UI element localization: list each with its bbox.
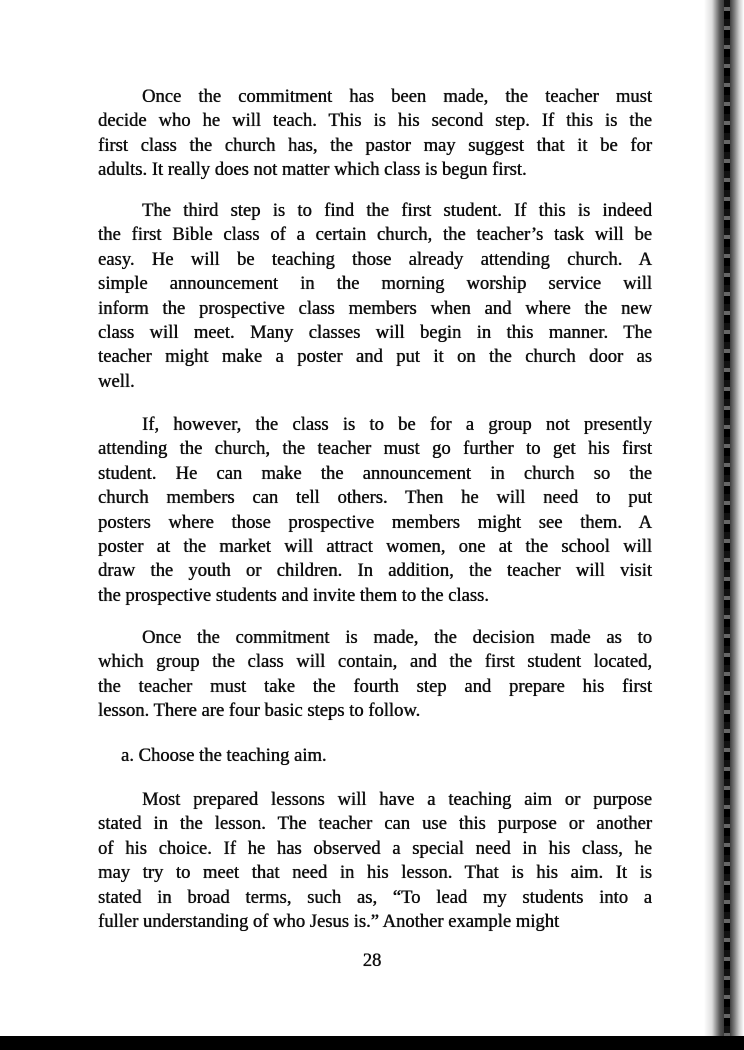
text-line: simple announcement in the morning worship service will [98,273,652,295]
text-line: stated in broad terms, such as, “To lead my students into a [98,886,652,908]
paragraph-3 [98,413,652,608]
text-line: which group the class will contain, and the first student located, [98,651,652,673]
text-line: fuller understanding of who Jesus is.” Another example might [98,910,560,932]
text-line: teacher might make a poster and put it on the church door as [98,346,652,368]
text-line: stated in the lesson. The teacher can use this purpose or another [98,813,652,835]
book-binding-edge [704,0,744,1050]
text-line: If, however, the class is to be for a group not presently [142,414,652,435]
text-line: Once the commitment has been made, the teacher must [142,86,652,107]
text-line: adults. It really does not matter which class is begun first. [98,159,527,181]
text-line: class will meet. Many classes will begin in this manner. The [98,321,652,343]
page-number: 28 [362,950,382,971]
text-line: lesson. There are four basic steps to follow. [98,700,421,722]
text-line: poster at the market will attract women, one at the school will [98,535,652,557]
text-line: inform the prospective class members when and where the new [98,297,652,319]
paragraph-5 [98,788,652,934]
text-line: the teacher must take the fourth step and prepare his first [98,675,652,697]
paragraph-1 [98,85,652,183]
text-line: first class the church has, the pastor may suggest that it be for [98,134,652,156]
text-line: decide who he will teach. This is his second step. If this is the [98,110,652,132]
text-line: Once the commitment is made, the decision made as to [142,627,652,648]
text-line: draw the youth or children. In addition, the teacher will visit [98,560,652,582]
paragraph-4 [98,626,652,724]
list-item-a: a. Choose the teaching aim. [121,745,327,766]
scan-border [0,1036,744,1050]
text-line: of his choice. If he has observed a special need in his class, he [98,837,652,859]
text-line: attending the church, the teacher must go further to get his first [98,438,652,460]
text-line: posters where those prospective members might see them. A [98,511,652,533]
text-line: The third step is to find the first student. If this is indeed [142,200,652,221]
text-line: may try to meet that need in his lesson. That is his aim. It is [98,862,652,884]
text-line: the prospective students and invite them to the class. [98,584,489,606]
text-line: Most prepared lessons will have a teaching aim or purpose [142,789,652,810]
paragraph-2 [98,199,652,394]
text-line: church members can tell others. Then he will need to put [98,487,652,509]
text-line: student. He can make the announcement in church so the [98,462,652,484]
text-line: the first Bible class of a certain church, the teacher’s task will be [98,224,652,246]
text-line: easy. He will be teaching those already attending church. A [98,248,652,270]
text-line: well. [98,370,135,392]
